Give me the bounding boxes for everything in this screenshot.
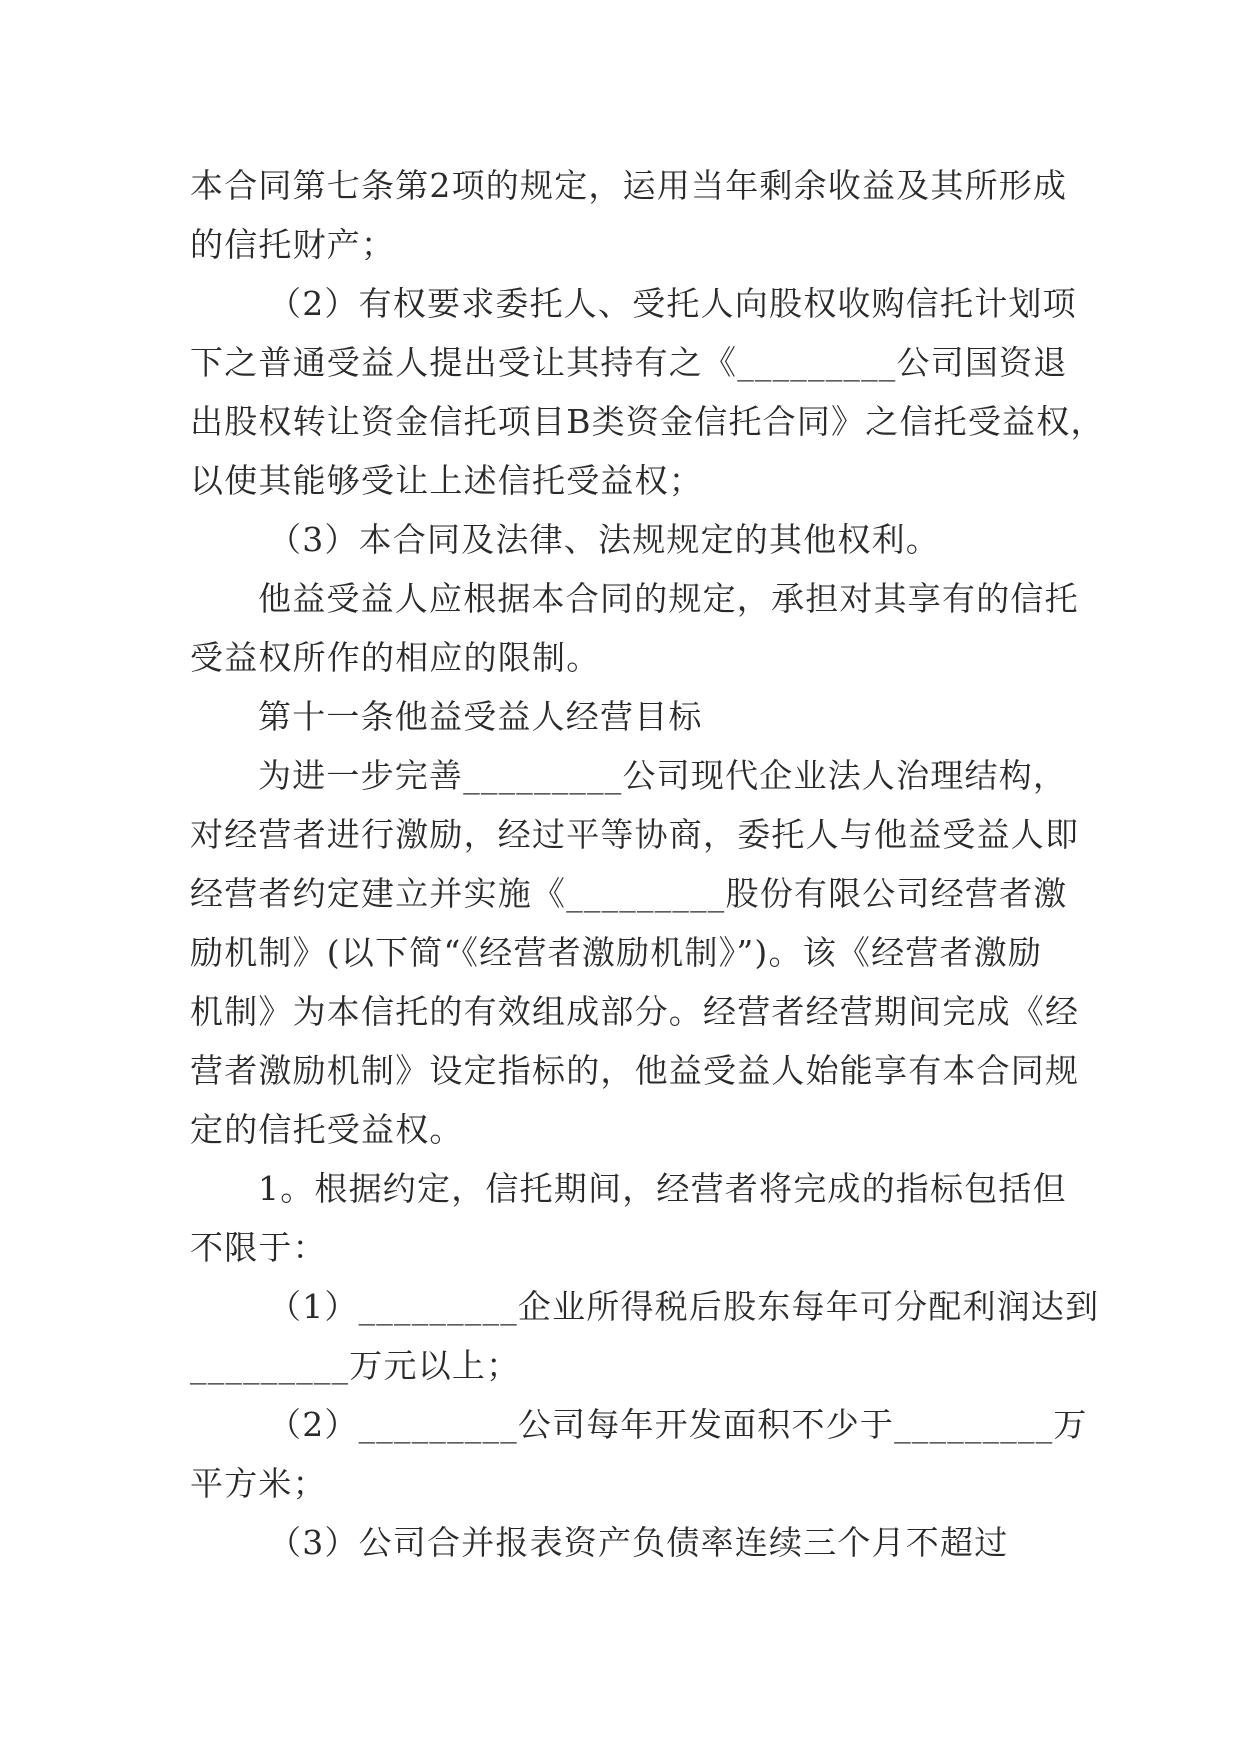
text-line: （2）有权要求委托人、受托人向股权收购信托计划项 bbox=[268, 284, 1077, 323]
text-line: 营者激励机制》设定指标的，他益受益人始能享有本合同规 bbox=[190, 1051, 1080, 1090]
text-line: 1。根据约定，信托期间，经营者将完成的指标包括但 bbox=[258, 1169, 1067, 1208]
text-line: （1）_________企业所得税后股东每年可分配利润达到 bbox=[268, 1287, 1100, 1326]
text-line: 励机制》(以下简“《经营者激励机制》”)。该《经营者激励 bbox=[190, 933, 1043, 972]
text-line: 机制》为本信托的有效组成部分。经营者经营期间完成《经 bbox=[190, 992, 1080, 1031]
text-line: 为进一步完善_________公司现代企业法人治理结构， bbox=[258, 756, 1068, 795]
text-line: 对经营者进行激励，经过平等协商，委托人与他益受益人即 bbox=[190, 815, 1080, 854]
text-line: 平方米； bbox=[190, 1464, 327, 1503]
text-line: 受益权所作的相应的限制。 bbox=[190, 638, 601, 677]
text-line: 他益受益人应根据本合同的规定，承担对其享有的信托 bbox=[258, 579, 1079, 618]
text-line: 经营者约定建立并实施《_________股份有限公司经营者激 bbox=[190, 874, 1068, 913]
text-line: （3）公司合并报表资产负债率连续三个月不超过 bbox=[268, 1523, 1009, 1562]
text-line: （2）_________公司每年开发面积不少于_________万 bbox=[268, 1405, 1088, 1444]
text-line: 出股权转让资金信托项目B类资金信托合同》之信托受益权， bbox=[190, 402, 1105, 441]
text-line: 本合同第七条第2项的规定，运用当年剩余收益及其所形成 bbox=[190, 166, 1068, 205]
text-line: 以使其能够受让上述信托受益权； bbox=[190, 461, 703, 500]
text-line: （3）本合同及法律、法规规定的其他权利。 bbox=[268, 520, 940, 559]
text-line: 不限于： bbox=[190, 1228, 327, 1267]
text-line: _________万元以上； bbox=[190, 1346, 521, 1385]
text-line: 定的信托受益权。 bbox=[190, 1110, 464, 1149]
text-line: 的信托财产； bbox=[190, 225, 396, 264]
text-line: 下之普通受益人提出受让其持有之《_________公司国资退 bbox=[190, 343, 1068, 382]
section-heading: 第十一条他益受益人经营目标 bbox=[258, 697, 703, 736]
